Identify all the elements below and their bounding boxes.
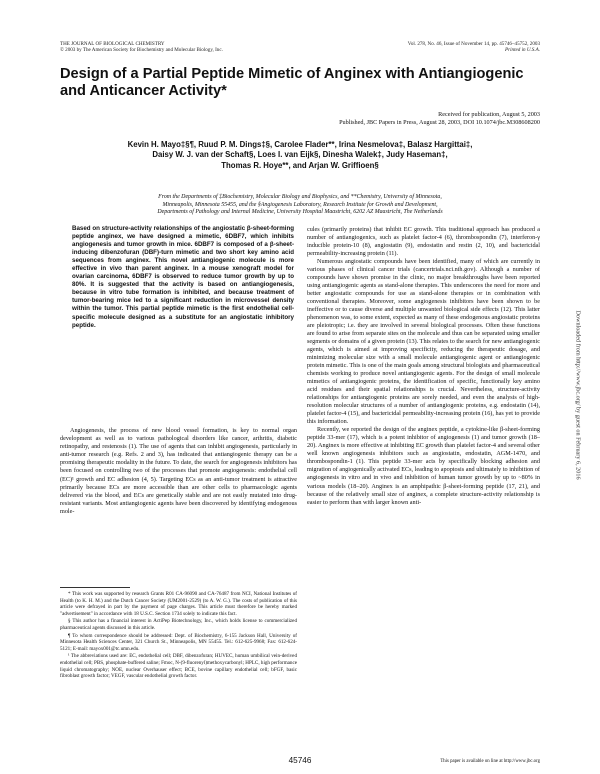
online-availability-note: This paper is available on line at http://www.jbc.org [440,759,540,764]
footnote-interest: § This author has a financial interest in ActiPep Biotechnology, Inc., which holds license to commercialized pharmaceutical agents discussed in this article. [60,618,297,631]
affiliation-line-1: From the Departments of ‡Biochemistry, Molecular Biology and Biophysics, and **Chemistry, University of Minnesota, [158,194,442,200]
journal-header-right [408,41,540,54]
received-line: Received for publication, August 5, 2003 [438,111,540,118]
copyright-line: © 2003 by The American Society for Biochemistry and Molecular Biology, Inc. [60,47,223,54]
footnote-abbreviations: ¹ The abbreviations used are: EC, endothelial cell; DBF, dibenzofuran; HUVEC, human umbilical vein-derived endothelial cell; PBS, phosphate-buffered saline; Fmoc, N-(9-fluorenyl)methoxycarbonyl; HPLC, high performance liquid chromatography; NOE, nuclear Overhauser effect; BCE, bovine capillary endothelial cell; bFGF, basic fibroblast growth factor; VEGF, vascular endothelial growth factor. [60,653,297,680]
body-paragraph: Recently, we reported the design of the anginex peptide, a cytokine-like β-sheet-forming peptide 33-mer (17), which is a potent inhibitor of angiogenesis (1) and tumor growth (18–20). Anginex is more effective at inhibiting EC growth than platelet factor-4 and several other well known angiogenesis inhibitors such as angiostatin, endostatin, AGM-1470, and thrombospondin-1 (1). This peptide 33-mer acts by specifically blocking adhesion and migration of angiogenically activated ECs, leading to apoptosis and ultimately to inhibition of angiogenesis in vitro and in vivo and inhibition of human tumor growth by up to ~80% in various models (18–20). Anginex is an amphipathic β-sheet-forming peptide (17, 21), and because of the relatively small size of anginex, a complete structure-activity relationship is easier to perform than with larger known anti- [307,426,540,506]
article-title: Design of a Partial Peptide Mimetic of Anginex with Antiangiogenic and Anticancer Activity* [60,66,524,99]
download-watermark: Downloaded from http://www.jbc.org/ by guest on February 6, 2016 [574,310,582,480]
footnotes [60,591,297,681]
affiliations [60,194,540,217]
volume-info: Vol. 278, No. 46, Issue of November 14, pp. 45746–45752, 2003 [407,41,540,47]
download-sidebar [572,220,584,570]
abstract: Based on structure-activity relationships of the angiostatic β-sheet-forming peptide anginex, we have designed a mimetic, 6DBF7, which inhibits angiogenesis and tumor growth in mice. 6DBF7 is composed of a β-sheet-inducing dibenzofuran (DBF)-turn mimetic and two short key amino acid sequences from anginex. This novel antiangiogenic molecule is more effective in vivo than parent anginex. In a mouse xenograft model for ovarian carcinoma, 6DBF7 is observed to reduce tumor growth by up to 80%. It is suggested that the activity is based on antiangiogenesis, because in vitro tube formation is inhibited, and because treatment of tumor-bearing mice led to a significant reduction in microvessel density within the tumor. This partial peptide mimetic is the first endothelial cell-specific molecule designed as a substitute for an angiostatic inhibitory peptide. [72,225,294,329]
printed-in: Printed in U.S.A. [505,47,540,54]
footnote-divider [60,587,130,588]
affiliation-line-2: Minneapolis, Minnesota 55455, and the §Angiogenesis Laboratory, Research Institute for Growth and Development, [162,201,438,208]
author-list [60,140,540,171]
received-dates [339,111,540,127]
body-paragraph: Numerous angiostatic compounds have been identified, many of which are currently in various phases of clinical cancer trials (cancertrials.nci.nih.gov). Although a number of compounds have shown promise in the clinic, no major breakthroughs have been reported using antiangiogenic agents as stand-alone therapies. This underscores the need for more and better angiostatic compounds for use as stand-alone therapies or in combination with conventional therapies. Moreover, some angiogenesis inhibitors have been shown to be ineffective or to cause diverse and multiple unwanted biological side effects (12). This latter phenomenon was, to some extent, expected as many of these endogenous angiostatic proteins are pleiotropic; i.e. they are involved in several biological processes. Often these functions are found to arise from separate sites on the molecule and thus can be separated using smaller segments or domains of a given protein (13). This relates to the search for new antiangiogenic agents, which is aimed at improving specificity, reducing the therapeutic dosage, and minimizing molecular size with a small molecule antiangiogenic agent or antiangiogenic protein mimetic. This is one of the main goals among structural biologists and pharmaceutical chemists working to produce novel antiangiogenic agents. For the design of small molecule mimetics of antiangiogenic proteins, the identification of specific, functionally key amino acid residues and their spatial relationships is crucial. Nevertheless, structure-activity relationships for antiangiogenic proteins are sorely needed, and even the analysis of high-resolution molecular structures of a number of antiangiogenic proteins, e.g. endostatin (14), platelet factor-4 (15), and bactericidal permeability-increasing protein (16), has yet to provide this information. [307,258,540,426]
affiliation-line-3: Departments of Pathology and Internal Medicine, University Hospital Maastricht, 6202 AZ Maastricht, The Netherlands [157,209,443,216]
journal-name: THE JOURNAL OF BIOLOGICAL CHEMISTRY [60,41,165,47]
author-line-3: Thomas R. Hoye**, and Arjan W. Griffioen§ [221,160,379,170]
right-column-body [307,226,540,507]
author-line-1: Kevin H. Mayo‡§¶, Ruud P. M. Dings‡§, Carolee Flader**, Irina Nesmelova‡, Balasz Hargittai‡, [127,140,473,149]
footnote-funding: * This work was supported by research Grants R01 CA-96090 and CA-76487 from NCI, National Institutes of Health (to K. H. M.) and the Dutch Cancer Society (UM2001-2529) (to A. W. G.). The costs of publication of this article were defrayed in part by the payment of page charges. This article must therefore be hereby marked "advertisement" in accordance with 18 U.S.C. Section 1734 solely to indicate this fact. [60,591,297,617]
body-paragraph: cules (primarily proteins) that inhibit EC growth. This traditional approach has produced a number of antiangiogenics, such as platelet factor-4 (6), thrombospondin (7), interferon-γ inducible protein-10 (8), angiostatin (9), endostatin and restin (2, 10), and bactericidal permeability-increasing protein (11). [307,226,540,258]
journal-header-left [60,41,223,54]
page-number: 45746 [288,756,312,765]
published-line: Published, JBC Papers in Press, August 28, 2003, DOI 10.1074/jbc.M308608200 [339,119,540,126]
author-line-2: Daisy W. J. van der Schaft§, Loes I. van Eijk§, Dinesha Walek‡, Judy Haseman‡, [152,150,448,160]
body-paragraph: Angiogenesis, the process of new blood vessel formation, is key to normal organ development as well as to various pathological disorders like cancer, arthritis, diabetic retinopathy, and restenosis (1). The use of agents that can inhibit angiogenesis, particularly in anti-tumor research (e.g. Refs. 2 and 3), has indicated that antiangiogenic therapy can be a promising therapeutic modality in the future. To date, the search for angiogenesis inhibitors has been focused on controlling two of the processes that promote angiogenesis: endothelial cell (EC)¹ growth and EC adhesion (4, 5). Targeting ECs as an anti-tumor treatment is attractive primarily because ECs are more accessible than are other cells to pharmacologic agents delivered via the blood, and ECs are genetically stable and are not easily mutated into drug-resistant variants. Most antiangiogenic agents have been discovered by identifying endogenous mole- [60,427,297,515]
left-column-body [60,427,297,516]
footnote-correspondence: ¶ To whom correspondence should be addressed: Dept. of Biochemistry, 6-155 Jackson Hall, University of Minnesota Health Sciences Center, 321 Church St., Minneapolis, MN 55455. Tel.: 612-625-9968; Fax: 612-624-5121; E-mail: mayox001@tc.umn.edu. [60,632,297,652]
